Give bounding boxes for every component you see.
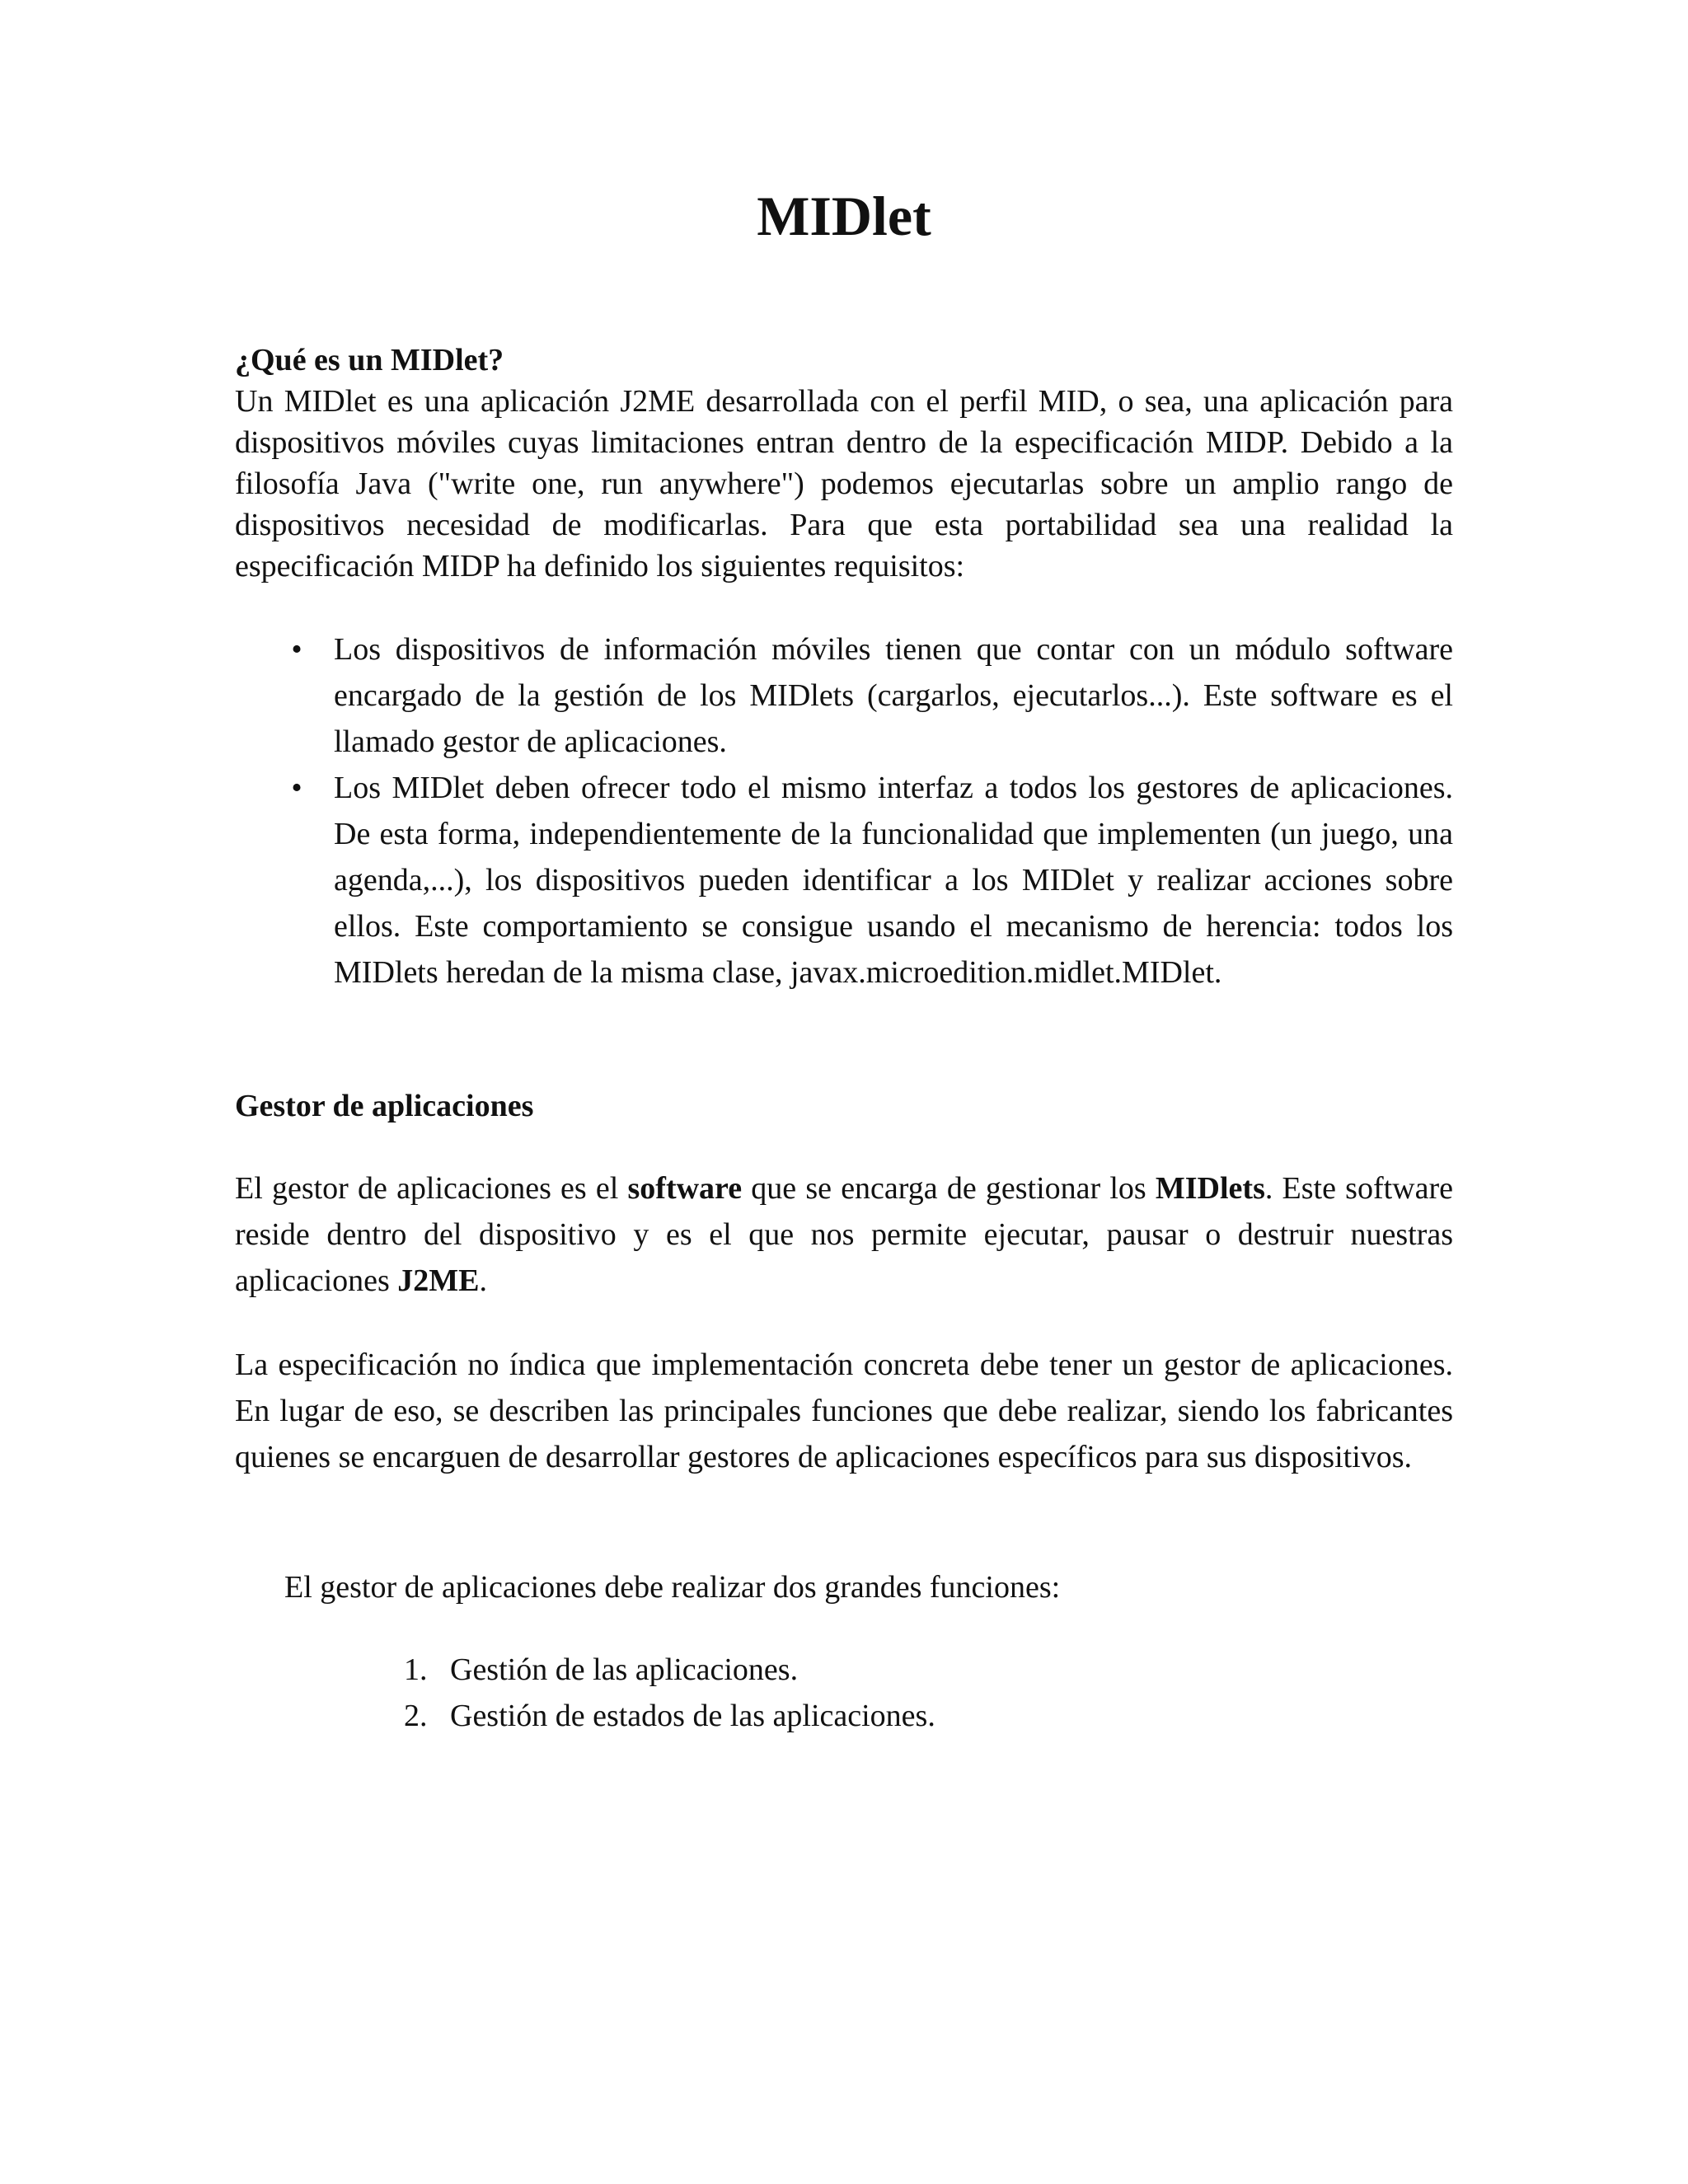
list-item [284, 765, 1453, 996]
gestor-paragraph-1 [235, 1165, 1453, 1304]
bold-term-midlets: MIDlets [1155, 1171, 1265, 1206]
bold-term-software: software [627, 1171, 743, 1206]
functions-list [387, 1647, 1376, 1739]
list-item-text: Los MIDlet deben ofrecer todo el mismo interfaz a todos los gestores de aplicaciones. De esta forma, independientemente de la funcionalidad que implementen (un juego, una agenda,...), los dispositivos pueden identificar a los MIDlet y realizar acciones sobre ellos. Este comportamiento se consigue usando el mecanismo de herencia: todos los MIDlets heredan de la misma clase, javax.microedition.midlet.MIDlet. [334, 771, 1453, 990]
list-number: 1. [404, 1652, 428, 1687]
list-item-text: Gestión de las aplicaciones. [450, 1652, 799, 1687]
section-what-is-midlet [235, 340, 1453, 587]
list-item [387, 1647, 1376, 1693]
bold-term-j2me: J2ME [397, 1263, 480, 1298]
text-run: . [479, 1263, 488, 1298]
bullet-icon: • [291, 771, 302, 805]
list-number: 2. [404, 1699, 428, 1733]
section-heading-gestor [235, 1083, 1453, 1129]
text-run: . Este software reside dentro del dispositivo y es el que nos permite ejecutar, pausar o destruir nuestras aplicaciones [235, 1171, 1453, 1298]
requirements-list [284, 626, 1453, 996]
text-run: El gestor de aplicaciones es el [235, 1171, 628, 1206]
list-item-text: Gestión de estados de las aplicaciones. [450, 1699, 935, 1733]
bullet-icon: • [291, 632, 302, 667]
list-item-text: Los dispositivos de información móviles tienen que contar con un módulo software encargado de la gestión de los MIDlets (cargarlos, ejecutarlos...). Este software es el llamado gestor de aplicaciones. [334, 632, 1453, 759]
gestor-paragraph-3: El gestor de aplicaciones debe realizar dos grandes funciones: [284, 1570, 1061, 1605]
section-heading-text: Gestor de aplicaciones [235, 1089, 534, 1123]
gestor-paragraph-2: La especificación no índica que implementación concreta debe tener un gestor de aplicaciones. En lugar de eso, se describen las principales funciones que debe realizar, siendo los fabricantes quienes se encarguen de desarrollar gestores de aplicaciones específicos para sus dispositivos. [235, 1347, 1453, 1474]
text-run: que se encarga de gestionar los [742, 1171, 1156, 1206]
list-item [284, 626, 1453, 765]
page-title: MIDlet [757, 185, 931, 247]
list-item [387, 1693, 1376, 1739]
intro-paragraph: Un MIDlet es una aplicación J2ME desarrollada con el perfil MID, o sea, una aplicación para dispositivos móviles cuyas limitaciones entran dentro de la especificación MIDP. Debido a la filosofía Java ("write one, run anywhere") podemos ejecutarlas sobre un amplio rango de dispositivos necesidad de modificarlas. Para que esta portabilidad sea una realidad la especificación MIDP ha definido los siguientes requisitos: [235, 384, 1453, 583]
section-heading-what-is-midlet: ¿Qué es un MIDlet? [235, 343, 504, 377]
